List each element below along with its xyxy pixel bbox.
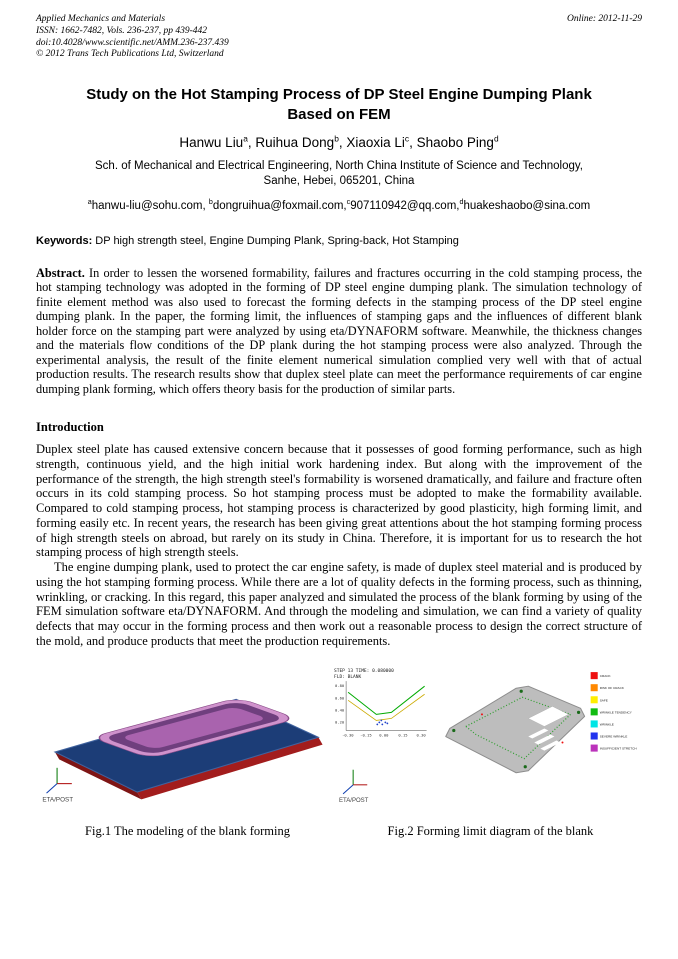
fld-xtick: -0.15 xyxy=(360,732,372,738)
author-sup: d xyxy=(493,133,499,144)
author-name: Xiaoxia Li xyxy=(346,134,405,150)
fld-ytick: 0.20 xyxy=(335,718,345,724)
affiliation-line-1: Sch. of Mechanical and Electrical Engineering, North China Institute of Science and Technology, xyxy=(95,159,583,172)
fld-header-line1: STEP 13 TIME: 0.080000 xyxy=(334,668,394,674)
author-sup: a xyxy=(243,133,248,144)
keywords-line xyxy=(36,235,642,247)
email xyxy=(459,197,591,212)
fld-ytick: 0.40 xyxy=(335,706,345,712)
fig2-crack-mark xyxy=(561,741,563,743)
legend-label: RISK OF CRACK xyxy=(599,685,624,690)
forming-limit-curve-upper xyxy=(348,686,424,714)
affiliation-line-2: Sanhe, Hebei, 065201, China xyxy=(263,174,415,187)
email xyxy=(208,197,347,212)
email-sup: c xyxy=(346,197,351,206)
author-name: Ruihua Dong xyxy=(255,134,335,150)
email xyxy=(87,197,209,212)
legend-label: INSUFFICIENT STRETCH xyxy=(599,746,637,751)
legend-label: WRINKLE TENDENCY xyxy=(599,709,632,714)
issn-line: ISSN: 1662-7482, Vols. 236-237, pp 439-442 xyxy=(36,25,207,36)
fig2-caption: Fig.2 Forming limit diagram of the blank xyxy=(387,823,594,838)
fld-mini-chart xyxy=(334,668,427,737)
email-address: hanwu-liu@sohu.com xyxy=(91,199,203,212)
fig2-crack-mark xyxy=(481,713,483,715)
fig1-watermark: ETA/POST xyxy=(42,796,74,804)
fig1-image xyxy=(36,659,331,805)
email-sep: , xyxy=(456,199,460,212)
author xyxy=(417,135,499,150)
author-name: Shaobo Ping xyxy=(416,134,494,150)
author-sep: , xyxy=(247,134,256,150)
email-sup: a xyxy=(87,197,92,206)
affiliation xyxy=(36,159,642,189)
email-address: dongruihua@foxmail.com xyxy=(212,199,344,212)
fld-ytick: 0.60 xyxy=(335,694,345,700)
author xyxy=(346,135,416,150)
email-sep: , xyxy=(202,199,209,212)
email-sup: d xyxy=(459,197,464,206)
abstract xyxy=(36,266,642,397)
figure-2 xyxy=(331,664,643,810)
email-address: huakeshaobo@sina.com xyxy=(463,199,591,212)
legend-label: WRINKLE xyxy=(599,721,614,726)
axis-triad-icon xyxy=(47,767,72,792)
figures-row xyxy=(36,659,642,810)
fld-header-line2: FLD: BLANK xyxy=(334,674,362,680)
legend-label: SAFE xyxy=(599,697,608,702)
paper-title: Study on the Hot Stamping Process of DP Steel Engine Dumping Plank Based on FEM xyxy=(86,86,592,123)
email-sep: , xyxy=(343,199,347,212)
doi-line: doi:10.4028/www.scientific.net/AMM.236-237.439 xyxy=(36,37,229,48)
journal-name: Applied Mechanics and Materials xyxy=(36,14,166,24)
figure-captions xyxy=(36,824,642,839)
author-sep: , xyxy=(409,134,417,150)
abstract-label: Abstract. xyxy=(36,265,85,280)
journal-header-left xyxy=(36,14,229,61)
legend-label: SEVERE WRINKLE xyxy=(599,734,628,739)
fig1-caption: Fig.1 The modeling of the blank forming xyxy=(85,823,290,838)
section-heading-introduction: Introduction xyxy=(36,420,104,435)
legend-label: CRACK xyxy=(599,673,611,678)
email-address: 907110942@qq.com xyxy=(350,199,457,212)
intro-paragraph-2: The engine dumping plank, used to protect the car engine safety, is made of duplex steel material and is produced by using the hot stamping forming process. While there are a lot of quality defects in the forming process, such as thinning, wrinkling, or cracking. In this regard, this paper analyzed and simulated the process of the blank forming by using of the FEM simulation software eta/DYNAFORM. And through the modeling and simulation, we can find a variety of quality defects that may occur in the forming process and then work out a reasonable process to design the correct structure of the mold, and produce products that meet the production requirements. xyxy=(36,560,642,648)
online-date: Online: 2012-11-29 xyxy=(566,14,642,24)
fld-ytick: 0.80 xyxy=(335,682,345,688)
author xyxy=(255,135,346,150)
author-sep: , xyxy=(338,134,347,150)
author xyxy=(179,135,255,150)
fld-xtick: 0.30 xyxy=(416,732,426,738)
email-sup: b xyxy=(208,197,213,206)
authors-line xyxy=(36,135,642,150)
emails-line xyxy=(36,197,642,212)
keywords-text: DP high strength steel, Engine Dumping Plank, Spring-back, Hot Stamping xyxy=(92,234,459,247)
author-sup: b xyxy=(334,133,339,144)
abstract-text: In order to lessen the worsened formability, failures and fractures occurring in the cold stamping process, the hot stamping technology was adopted in the forming of DP steel engine dumping plank. The simulation technology of finite element method was also used to forecast the forming defects in the stamping process of the DP steel engine dumping plank. In the paper, the forming limit, the influences of stamping gaps and the influences of different blank holder force on the stamping part were analyzed by using eta/DYNAFORM software. Meanwhile, the thickness changes and the materials flow conditions of the DP plank during the hot stamping process were also analyzed. Through the experimental analysis, the result of the finite element numerical simulation complied very well with that of actual production results. The research results show that duplex steel plate can meet the performance requirements of car engine dumping plank forming, which offers theory basis for the production of similar parts. xyxy=(36,265,642,396)
fld-legend xyxy=(591,672,637,752)
fig2-part-model xyxy=(446,686,585,773)
figure-1 xyxy=(36,659,331,810)
fld-xtick: -0.30 xyxy=(342,732,354,738)
intro-paragraph-1: Duplex steel plate has caused extensive concern because that it possesses of good forming performance, such as high strength, continuous yield, and the high initial work hardening index. But along with the improvement of the performance of the strength, the high strength steel's formability is worsened dramatically, and failure and fracture often occurs in its cold stamping process. So hot stamping process must be adopted to make the formability available. Compared to cold stamping process, hot stamping process is characterized by good plasticity, high forming limit, and forming easily etc. In recent years, the research has been giving great attentions about the hot stamping forming process of high strength steels on abroad, but rarely on its study in China. Therefore, it is important for us to research the hot stamping process of high strength steels. xyxy=(36,442,642,560)
axis-triad-icon xyxy=(343,769,367,793)
author-name: Hanwu Liu xyxy=(179,134,244,150)
forming-limit-curve-lower xyxy=(348,694,424,720)
fld-xtick: 0.15 xyxy=(398,732,408,738)
copyright-line: © 2012 Trans Tech Publications Ltd, Switzerland xyxy=(36,49,224,60)
keywords-label: Keywords: xyxy=(36,234,93,247)
author-sup: c xyxy=(404,133,410,144)
fig2-watermark: ETA/POST xyxy=(339,797,369,804)
journal-header xyxy=(36,14,642,61)
fig2-image xyxy=(331,664,643,805)
email xyxy=(346,197,460,212)
fld-xtick: 0.00 xyxy=(379,732,389,738)
